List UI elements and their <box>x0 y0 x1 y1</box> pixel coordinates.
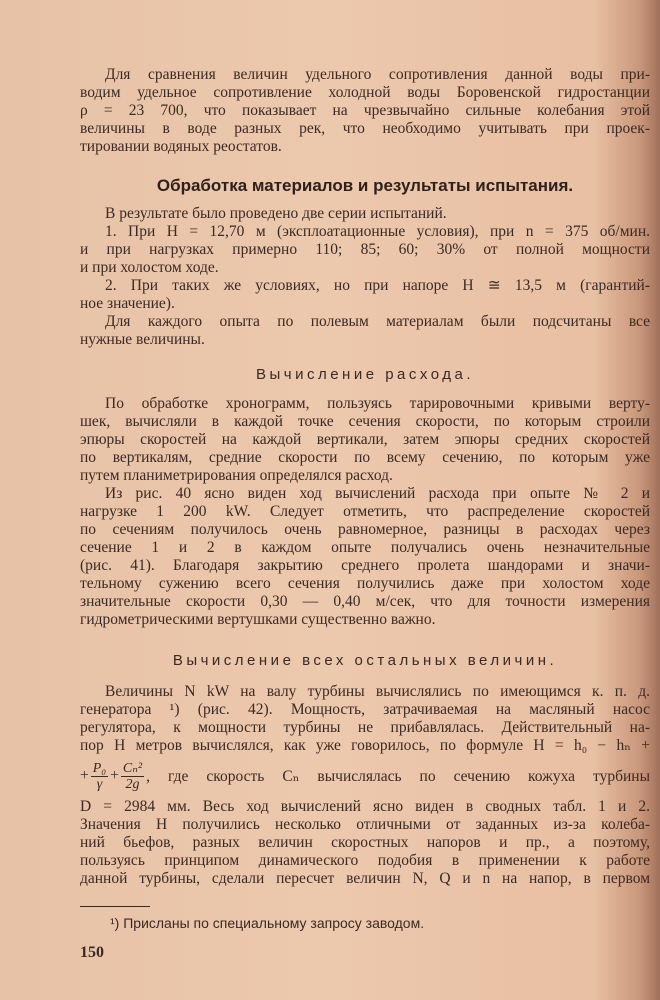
text-line: Величины N kW на валу турбины вычислялись по имеющимся к. п. д. <box>105 683 650 700</box>
text-line: ний бьефов, разных величин скоростных напоров и пр., а поэтому, <box>80 834 650 851</box>
fraction-velocity-head <box>121 761 144 792</box>
text-line: 2. При таких же условиях, но при напоре H ≅ 13,5 м (гарантий- <box>105 277 650 294</box>
text-line: ное значение). <box>80 295 175 312</box>
text-line: величины в воде разных рек, что необходимо учитывать при проек- <box>80 120 650 137</box>
text-line: тировании водяных реостатов. <box>80 138 282 155</box>
footnote: ¹) Присланы по специальному запросу заводом. <box>110 915 425 931</box>
text-line: 1. При H = 12,70 м (эксплоатационные условия), при n = 375 об/мин. <box>105 223 650 240</box>
text-line: нагрузке 1 200 kW. Следует отметить, что распределение скоростей <box>80 503 650 520</box>
text-line: D = 2984 мм. Весь ход вычислений ясно виден в сводных табл. 1 и 2. <box>80 798 650 815</box>
text-line: По обработке хронограмм, пользуясь тарировочными кривыми верту- <box>105 395 650 412</box>
text-line: Из рис. 40 ясно виден ход вычислений расхода при опыте № 2 и <box>105 485 650 502</box>
text-line: и при нагрузках примерно 110; 85; 60; 30% от полной мощности <box>80 241 650 258</box>
footnote-divider <box>80 906 150 907</box>
text-line: по вертикалям, средние скорости по всему сечению, по которым уже <box>80 449 650 466</box>
text-line: генератора ¹) (рис. 42). Мощность, затрачиваемая на масляный насос <box>80 701 650 718</box>
text-line: (рис. 41). Благодаря закрытию среднего пролета шандорами и значи- <box>80 557 650 574</box>
text-line: по сечениям получилось очень равномерное, разницы в расходах через <box>80 521 650 538</box>
heading-processing: Обработка материалов и результаты испытания. <box>156 176 574 195</box>
text-line: сечение 1 и 2 в каждом опыте получались очень незначительные <box>80 539 650 556</box>
text-line: значительные скорости 0,30 — 0,40 м/сек, что для точности измерения <box>80 593 650 610</box>
text-line: путем планиметрирования определялся расход. <box>80 467 393 484</box>
fraction-p-gamma <box>91 761 108 792</box>
heading-other-quantities: Вычисление всех остальных величин. <box>172 652 558 669</box>
text-line: гидрометрическими вертушками существенно важно. <box>80 611 436 628</box>
formula-line <box>80 758 650 794</box>
text-line: пользуясь принципом динамического подобия в применении к работе <box>80 852 650 869</box>
text-line: регулятора, к мощности турбины не прибавлялась. Действительный на- <box>80 719 650 736</box>
text-line: ρ = 23 700, что показывает на чрезвычайно сильные колебания этой <box>80 102 650 119</box>
text-line: пор H метров вычислялся, как уже говорилось, по формуле H = h₀ − hₙ + <box>80 737 650 754</box>
text-line: Для каждого опыта по полевым материалам были подсчитаны все <box>105 313 650 330</box>
text-line: и при холостом ходе. <box>80 259 219 276</box>
formula-plus: + <box>110 767 119 784</box>
formula-plus: + <box>80 767 89 784</box>
denominator: γ <box>96 776 103 792</box>
text-line: тельному сужению всего сечения получились даже при холостом ходе <box>80 575 650 592</box>
text-line: эпюры скоростей на каждой вертикали, затем эпюры средних скоростей <box>80 431 650 448</box>
text-line: шек, вычисляли в каждой точке сечения скорости, по которым строили <box>80 413 650 430</box>
formula-text: , где скорость Cₙ вычислялась по сечению кожуха турбины <box>146 767 650 785</box>
page-number: 150 <box>80 944 104 961</box>
text-line: водим удельное сопротивление холодной воды Боровенской гидростанции <box>80 84 650 101</box>
text-line: В результате было проведено две серии испытаний. <box>105 205 447 222</box>
text-line: данной турбины, сделали пересчет величин N, Q и n на напор, в первом <box>80 870 650 887</box>
denominator: 2g <box>125 776 140 792</box>
numerator: P₀ <box>92 760 107 776</box>
text-line: Для сравнения величин удельного сопротивления данной воды при- <box>105 66 650 83</box>
heading-flow-calculation: Вычисление расхода. <box>255 366 475 383</box>
text-line: Значения H получились несколько отличными от заданных из-за колеба- <box>80 816 650 833</box>
text-line: нужные величины. <box>80 331 205 348</box>
numerator: Cₙ² <box>122 760 143 776</box>
